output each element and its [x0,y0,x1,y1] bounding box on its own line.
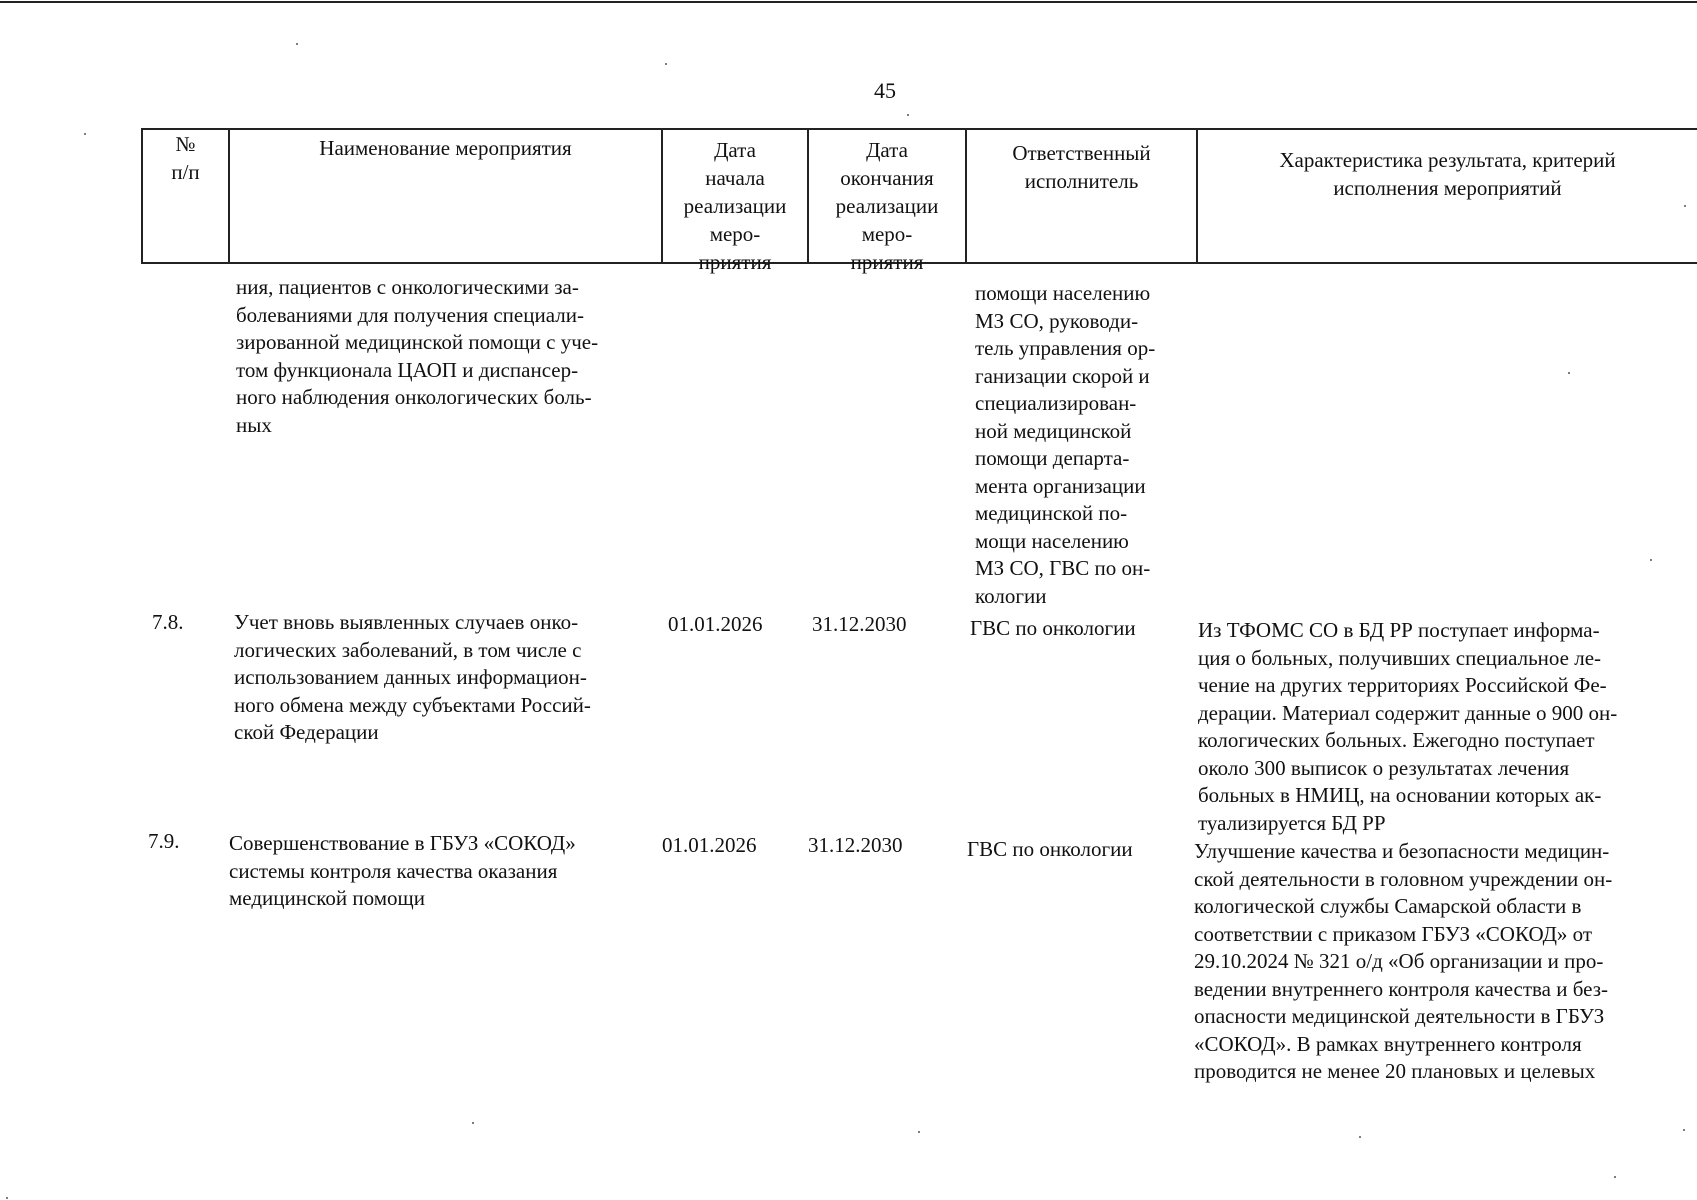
scan-speck [84,133,86,135]
continued-responsible-cell: помощи населению МЗ СО, руководи- тель управления ор- ганизации скорой и специализирован- ной медицинской помощи департа- мента организации медицинской по- мощи населению МЗ СО, ГВС по он- кологии [975,281,1156,608]
row-end-date: 31.12.2030 [812,612,907,636]
header-result: Характеристика результата, критерий исполнения мероприятий [1279,148,1616,200]
row-number: 7.8. [152,610,184,634]
header-num: № п/п [171,132,200,184]
header-end-date: Дата окончания реализации меро- приятия [835,138,939,274]
row-number: 7.9. [148,829,180,853]
scan-speck [665,63,667,65]
scan-speck [472,1122,474,1124]
row-start-date: 01.01.2026 [668,612,763,636]
scan-speck [1650,559,1652,561]
row-responsible: ГВС по онкологии [967,837,1133,861]
scan-speck [918,1131,920,1133]
header-name: Наименование мероприятия [319,136,572,160]
continued-name-cell: ния, пациентов с онкологическими за- болеваниями для получения специали- зированной медицинской помощи с уче- том функционала ЦАОП и диспансер- ного наблюдения онкологических боль- ных [236,275,599,437]
top-border-line [0,1,1697,3]
scan-speck [907,114,909,116]
scan-speck [1614,1176,1616,1178]
row-responsible: ГВС по онкологии [970,616,1136,640]
row-result-cell: Улучшение качества и безопасности медицин- ской деятельности в головном учреждении он- кологической службы Самарской области в соответствии с приказом ГБУЗ «СОКОД» от 29.10.2024 № 321 о/д «Об организации и про- ведении внутреннего контроля качества и без- опасности медицинской деятельности в ГБУЗ «СОКОД». В рамках внутреннего контроля проводится не менее 20 плановых и целевых [1194,839,1613,1083]
scan-speck [1683,1129,1685,1131]
row-start-date: 01.01.2026 [662,833,757,857]
row-result-cell: Из ТФОМС СО в БД РР поступает информа- ция о больных, получивших специальное ле- чение на других территориях Российской Фе- дерации. Материал содержит данные о 900 он- кологических больных. Ежегодно поступает около 300 выписок о результатах лечения больных в НМИЦ, на основании которых ак- туализируется БД РР [1198,618,1618,835]
row-end-date: 31.12.2030 [808,833,903,857]
scan-speck [1684,205,1686,207]
scan-speck [6,1197,8,1199]
row-name-cell: Совершенствование в ГБУЗ «СОКОД» системы контроля качества оказания медицинской помощи [229,831,576,910]
header-responsible: Ответственный исполнитель [1012,141,1151,193]
scan-speck [1359,1136,1361,1138]
scan-speck [296,43,298,45]
page-number: 45 [874,78,896,103]
header-start-date: Дата начала реализации меро- приятия [683,138,787,274]
row-name-cell: Учет вновь выявленных случаев онко- логических заболеваний, в том числе с использованием данных информацион- ного обмена между субъектами Россий- ской Федерации [234,610,591,744]
scan-speck [1568,372,1570,374]
